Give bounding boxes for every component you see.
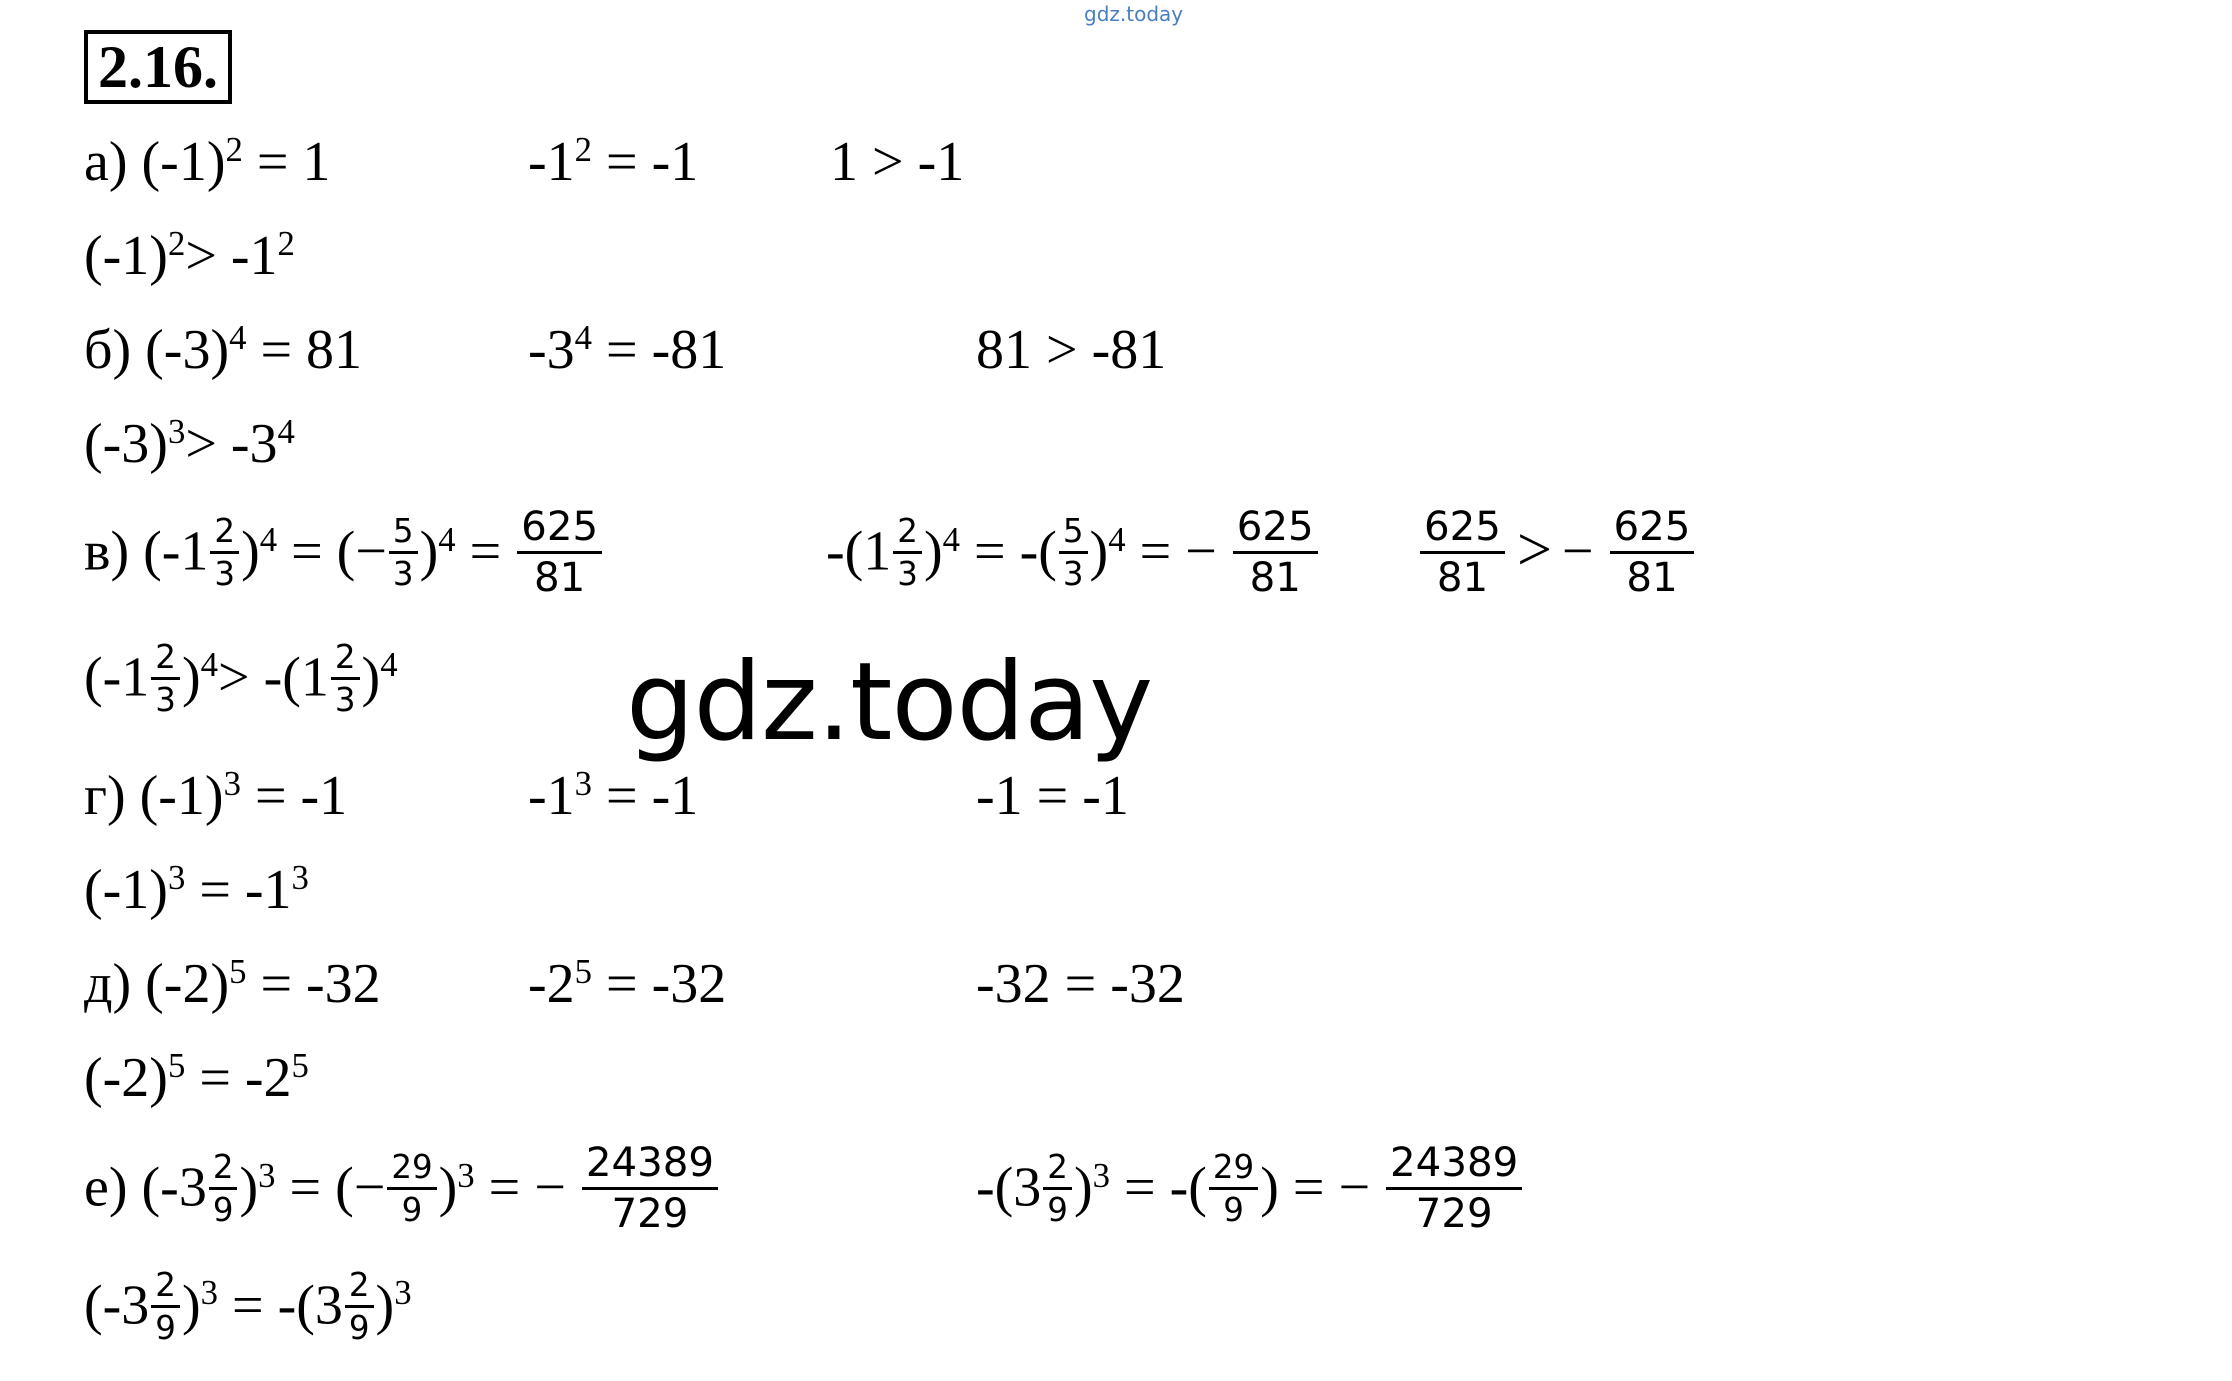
row-v-col3: $\frac{625}{81}$ > − $\frac{625}{81}$ (1418, 510, 1696, 604)
row-g-conclusion: $(-1)^3 = -1^3$ (84, 857, 309, 921)
row-v-conclusion: (-1 $\frac{2}{3}$ )$^4$> -(1 $\frac{2}{3}$ )$^4$ (84, 638, 398, 720)
row-b-col2: $-3^4 = -81$ (528, 317, 727, 381)
fraction: $\frac{24389}{729}$ (582, 1142, 718, 1236)
fraction: $\frac{2}{3}$ (151, 640, 180, 717)
item-label: а) (84, 131, 128, 193)
item-label: в) (84, 520, 130, 583)
fraction: $\frac{625}{81}$ (1233, 506, 1318, 600)
item-label: б) (84, 319, 132, 381)
fraction: $\frac{2}{3}$ (893, 514, 922, 591)
fraction: $\frac{24389}{729}$ (1386, 1142, 1522, 1236)
fraction: $\frac{2}{9}$ (151, 1268, 180, 1345)
row-v-col1: в) (-1 $\frac{2}{3}$ )$^4$ = (− $\frac{5}{3}$ )$^4$ = $\frac{625}{81}$ (84, 510, 604, 604)
item-label: д) (84, 953, 132, 1015)
watermark-center: gdz.today (626, 640, 1153, 765)
row-a-col3: 1 > -1 (830, 131, 965, 193)
row-g-col3: -1 = -1 (976, 765, 1129, 827)
fraction: $\frac{2}{3}$ (210, 514, 239, 591)
row-e-col2: -(3 $\frac{2}{9}$ )$^3$ = -( $\frac{29}{9}$ ) = − $\frac{24389}{729}$ (976, 1146, 1524, 1240)
row-b-conclusion: $(-3)^3> -3^4$ (84, 411, 295, 475)
row-b-col1: б) $(-3)^4 = 81$ (84, 317, 363, 381)
fraction: $\frac{2}{3}$ (331, 640, 360, 717)
fraction: $\frac{625}{81}$ (1420, 506, 1505, 600)
fraction: $\frac{5}{3}$ (1059, 514, 1088, 591)
row-b-col3: 81 > -81 (976, 319, 1167, 381)
row-g-col2: $-1^3 = -1$ (528, 763, 699, 827)
row-a-conclusion: $(-1)^2> -1^2$ (84, 223, 295, 287)
fraction: $\frac{29}{9}$ (1209, 1150, 1258, 1227)
fraction: $\frac{5}{3}$ (389, 514, 418, 591)
fraction: $\frac{29}{9}$ (387, 1150, 436, 1227)
row-d-col1: д) $(-2)^5 = -32$ (84, 951, 381, 1015)
watermark-top: gdz.today (1084, 2, 1184, 26)
row-d-col2: $-2^5 = -32$ (528, 951, 727, 1015)
row-e-col1: е) (-3 $\frac{2}{9}$ )$^3$ = (− $\frac{29}{9}$ )$^3$ = − $\frac{24389}{729}$ (84, 1146, 720, 1240)
row-g-col1: г) $(-1)^3 = -1$ (84, 763, 348, 827)
fraction: $\frac{625}{81}$ (1610, 506, 1695, 600)
problem-number: 2.16. (84, 30, 232, 104)
fraction: $\frac{2}{9}$ (1043, 1150, 1072, 1227)
row-a-col2: $-1^2 = -1$ (528, 129, 699, 193)
row-a-col1: а) $(-1)^2 = 1$ (84, 129, 331, 193)
row-v-col2: -(1 $\frac{2}{3}$ )$^4$ = -( $\frac{5}{3}$ )$^4$ = − $\frac{625}{81}$ (826, 510, 1320, 604)
item-label: е) (84, 1156, 128, 1219)
row-d-col3: -32 = -32 (976, 953, 1185, 1015)
fraction: $\frac{625}{81}$ (517, 506, 602, 600)
fraction: $\frac{2}{9}$ (345, 1268, 374, 1345)
fraction: $\frac{2}{9}$ (209, 1150, 238, 1227)
row-d-conclusion: $(-2)^5 = -2^5$ (84, 1045, 309, 1109)
item-label: г) (84, 765, 126, 827)
row-e-conclusion: (-3 $\frac{2}{9}$ )$^3$ = -(3 $\frac{2}{9}$ )$^3$ (84, 1266, 412, 1348)
